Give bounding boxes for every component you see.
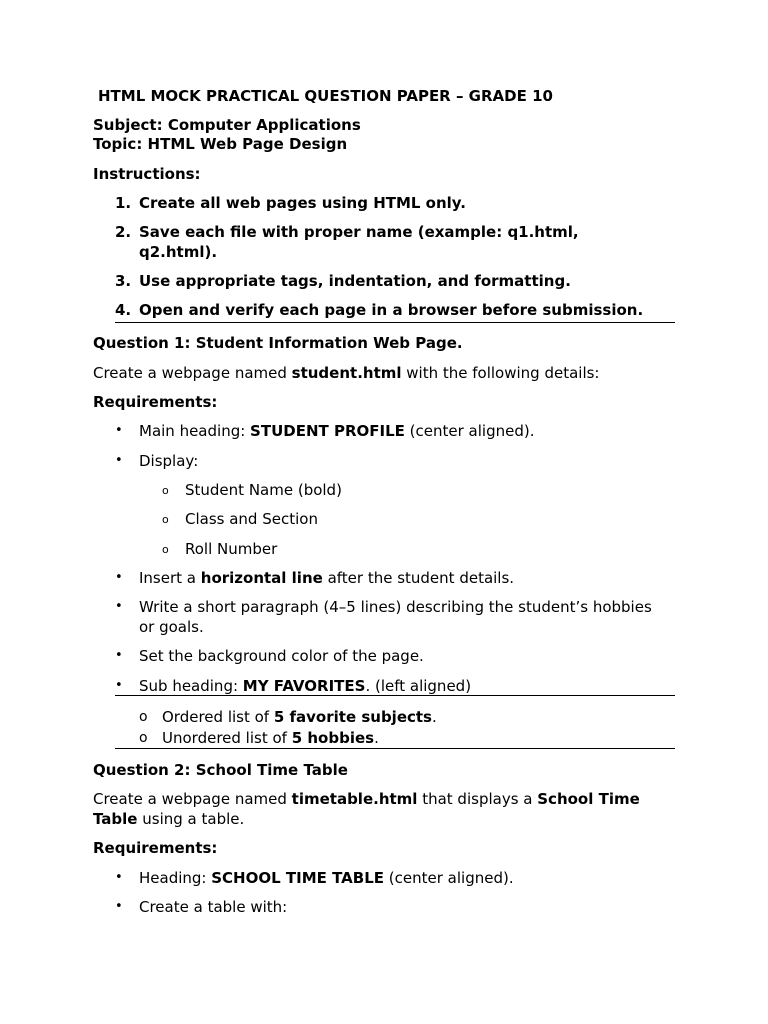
- instruction-text-continued: q2.html).: [139, 243, 218, 261]
- requirement-paragraph: Write a short paragraph (4–5 lines) describing the student’s hobbies: [139, 598, 652, 616]
- requirement-background-color: Set the background color of the page.: [139, 647, 424, 665]
- question-2-intro-continued: Table using a table.: [93, 810, 245, 828]
- instruction-number: 4.: [115, 301, 132, 319]
- instruction-text: Open and verify each page in a browser before submission.: [139, 301, 644, 319]
- instructions-heading: Instructions:: [93, 165, 201, 183]
- instruction-number: 3.: [115, 272, 132, 290]
- requirement-horizontal-line: Insert a horizontal line after the student details.: [139, 569, 515, 587]
- question-1-requirements-heading: Requirements:: [93, 393, 218, 411]
- bullet-marker: •: [115, 899, 123, 914]
- divider-line: [115, 322, 675, 323]
- bullet-marker: •: [115, 570, 123, 585]
- sub-item-class-section: Class and Section: [185, 510, 318, 528]
- requirement-paragraph-continued: or goals.: [139, 618, 204, 636]
- instruction-text: Save each file with proper name (example: q1.html,: [139, 223, 579, 241]
- requirement-create-table: Create a table with:: [139, 898, 288, 916]
- sub-bullet-marker: o: [139, 709, 148, 725]
- page-title: HTML MOCK PRACTICAL QUESTION PAPER – GRADE 10: [98, 87, 553, 105]
- question-2-heading: Question 2: School Time Table: [93, 761, 348, 779]
- bullet-marker: •: [115, 870, 123, 885]
- bullet-marker: •: [115, 423, 123, 438]
- question-2-requirements-heading: Requirements:: [93, 839, 218, 857]
- subject-line: Subject: Computer Applications: [93, 116, 361, 134]
- divider-line: [115, 695, 675, 696]
- instruction-text: Create all web pages using HTML only.: [139, 194, 466, 212]
- bullet-marker: •: [115, 599, 123, 614]
- requirement-timetable-heading: Heading: SCHOOL TIME TABLE (center aligned).: [139, 869, 514, 887]
- requirement-sub-heading: Sub heading: MY FAVORITES. (left aligned): [139, 677, 472, 695]
- sub-bullet-marker: o: [162, 543, 169, 556]
- bullet-marker: •: [115, 648, 123, 663]
- favorite-subjects-item: Ordered list of 5 favorite subjects.: [162, 708, 437, 726]
- instruction-number: 1.: [115, 194, 132, 212]
- hobbies-item: Unordered list of 5 hobbies.: [162, 729, 379, 747]
- bullet-marker: •: [115, 453, 123, 468]
- topic-line: Topic: HTML Web Page Design: [93, 135, 348, 153]
- sub-item-student-name: Student Name (bold): [185, 481, 342, 499]
- bullet-marker: •: [115, 678, 123, 693]
- question-1-heading: Question 1: Student Information Web Page.: [93, 334, 463, 352]
- sub-bullet-marker: o: [162, 484, 169, 497]
- instruction-text: Use appropriate tags, indentation, and formatting.: [139, 272, 571, 290]
- instruction-number: 2.: [115, 223, 132, 241]
- sub-item-roll-number: Roll Number: [185, 540, 278, 558]
- requirement-display: Display:: [139, 452, 199, 470]
- sub-bullet-marker: o: [139, 730, 148, 746]
- requirement-main-heading: Main heading: STUDENT PROFILE (center aligned).: [139, 422, 535, 440]
- question-2-intro: Create a webpage named timetable.html that displays a School Time: [93, 790, 640, 808]
- question-1-intro: Create a webpage named student.html with the following details:: [93, 364, 600, 382]
- sub-bullet-marker: o: [162, 513, 169, 526]
- divider-line: [115, 748, 675, 749]
